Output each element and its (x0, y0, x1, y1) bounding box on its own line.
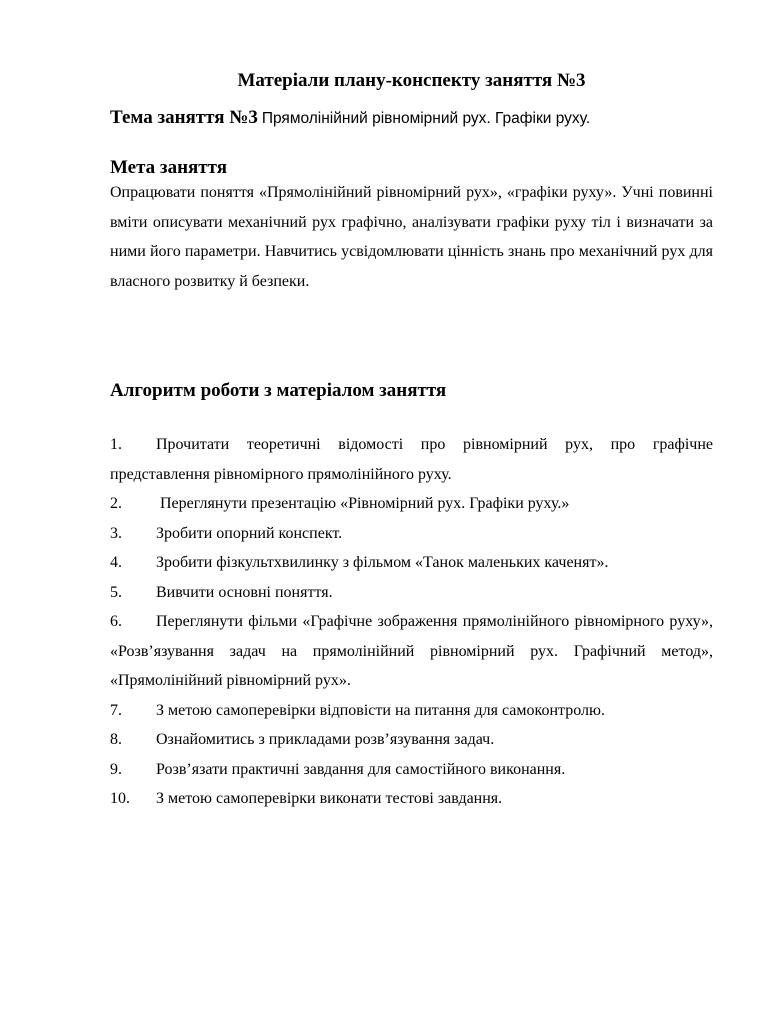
list-item (110, 725, 713, 755)
step-number: 5. (110, 583, 122, 601)
list-item (110, 696, 713, 726)
step-text: Вивчити основні поняття. (156, 583, 333, 601)
step-number: 3. (110, 524, 122, 542)
step-text: Зробити опорний конспект. (156, 524, 343, 542)
step-number: 10. (110, 790, 130, 807)
step-text: З метою самоперевірки виконати тестові завдання. (156, 790, 503, 807)
goal-paragraph: Опрацювати поняття «Прямолінійний рівномірний рух», «графіки руху». Учні повинні вміти описувати механічний рух графічно, аналізувати графіки руху тіл і визначати за ними його параметри. Навчитись усвідомлювати цінність знань про механічний рух для власного розвитку й безпеки. (110, 184, 713, 290)
algorithm-heading: Алгоритм роботи з матеріалом заняття (110, 380, 447, 401)
step-text: Ознайомитись з прикладами розв’язування задач. (156, 731, 495, 748)
topic-line (110, 107, 713, 129)
list-item (110, 784, 713, 814)
step-number: 8. (110, 731, 122, 748)
step-number: 2. (110, 495, 122, 512)
step-text: Прочитати теоретичні відомості про рівномірний рух, про графічне представлення рівномірного прямолінійного руху. (110, 436, 713, 483)
step-text: Переглянути презентацію «Рівномірний рух. Графіки руху.» (156, 495, 570, 512)
list-item (110, 578, 713, 608)
list-item (110, 430, 713, 489)
topic-label: Тема заняття №3 (110, 107, 258, 128)
step-number: 1. (110, 436, 122, 453)
step-text: Розв’язати практичні завдання для самостійного виконання. (156, 760, 566, 778)
step-number: 9. (110, 760, 122, 778)
algorithm-steps-list (110, 430, 713, 814)
step-text: Переглянути фільми «Графічне зображення прямолінійного рівномірного руху», «Розв’язування задач на прямолінійний рівномірний рух. Графічний метод», «Прямолінійний рівномірний рух». (110, 613, 713, 689)
step-text: Зробити фізкультхвилинку з фільмом «Танок маленьких каченят». (156, 554, 609, 571)
step-text: З метою самоперевірки відповісти на питання для самоконтролю. (156, 701, 605, 719)
step-number: 7. (110, 701, 122, 719)
list-item (110, 548, 713, 578)
list-item (110, 755, 713, 785)
goal-heading: Мета заняття (110, 157, 227, 178)
topic-text: Прямолінійний рівномірний рух. Графіки руху. (261, 110, 591, 127)
list-item (110, 519, 713, 549)
list-item (110, 489, 713, 519)
step-number: 6. (110, 613, 122, 630)
step-number: 4. (110, 554, 122, 571)
list-item (110, 607, 713, 696)
document-title: Матеріали плану-конспекту заняття №3 (237, 70, 586, 91)
